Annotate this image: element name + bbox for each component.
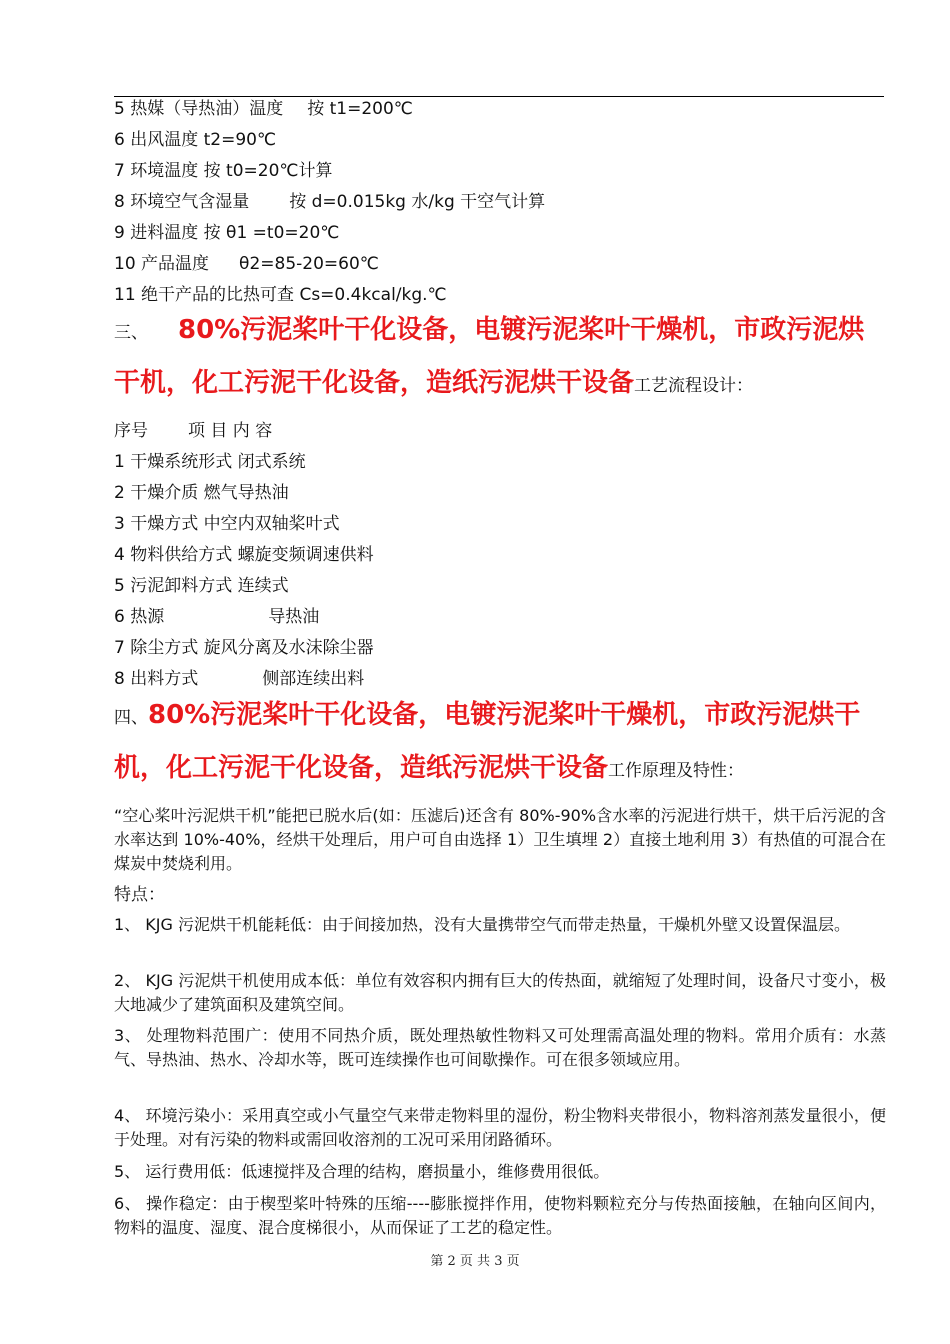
list-item: 6 热源 导热油 xyxy=(114,607,320,627)
list-item: 3 干燥方式 中空内双轴桨叶式 xyxy=(114,514,340,534)
param-line: 8 环境空气含湿量 按 d=0.015kg 水/kg 干空气计算 xyxy=(114,192,546,212)
feature-item: 2、 KJG 污泥烘干机使用成本低：单位有效容积内拥有巨大的传热面，就缩短了处理时间，设备尺寸变小，极大地减少了建筑面积及建筑空间。 xyxy=(114,971,886,1014)
list-item: 5 污泥卸料方式 连续式 xyxy=(114,576,289,596)
section-number: 四、 xyxy=(114,708,148,728)
section-tail: 工艺流程设计： xyxy=(634,376,754,396)
section-title: 80%污泥桨叶干化设备，电镀污泥桨叶干燥机，市政污泥烘干机，化工污泥干化设备，造纸污泥烘干设备 xyxy=(114,315,865,398)
param-line: 6 出风温度 t2=90℃ xyxy=(114,130,277,150)
intro-paragraph: “空心桨叶污泥烘干机”能把已脱水后(如：压滤后)还含有 80%-90%含水率的污泥进行烘干，烘干后污泥的含水率达到 10%-40%，经烘干处理后，用户可自由选择 1）卫生填埋 2）直接土地利用 3）有热值的可混合在煤炭中焚烧利用。 xyxy=(114,806,886,873)
section-tail: 工作原理及特性： xyxy=(608,761,745,781)
param-line: 9 进料温度 按 θ1 =t0=20℃ xyxy=(114,223,340,243)
list-item: 8 出料方式 侧部连续出料 xyxy=(114,669,365,689)
table-header: 序号 项 目 内 容 xyxy=(114,421,273,441)
feature-item: 3、 处理物料范围广：使用不同热介质，既处理热敏性物料又可处理需高温处理的物料。常用介质有：水蒸气、导热油、热水、冷却水等，既可连续操作也可间歇操作。可在很多领域应用。 xyxy=(114,1026,886,1069)
section-3-heading xyxy=(114,305,886,411)
feature-item: 4、 环境污染小：采用真空或小气量空气来带走物料里的湿份，粉尘物料夹带很小，物料溶剂蒸发量很小，便于处理。对有污染的物料或需回收溶剂的工况可采用闭路循环。 xyxy=(114,1106,886,1149)
section-number: 三、 xyxy=(114,323,148,343)
page-footer: 第 2 页 共 3 页 xyxy=(430,1254,520,1269)
param-line: 7 环境温度 按 t0=20℃计算 xyxy=(114,161,333,181)
param-line: 11 绝干产品的比热可查 Cs=0.4kcal/kg.℃ xyxy=(114,285,447,305)
features-label: 特点： xyxy=(114,885,165,905)
param-line: 5 热媒（导热油）温度 按 t1=200℃ xyxy=(114,99,413,119)
section-title: 80%污泥桨叶干化设备，电镀污泥桨叶干燥机，市政污泥烘干机，化工污泥干化设备，造纸污泥烘干设备 xyxy=(114,700,861,783)
section-4-heading xyxy=(114,690,886,796)
list-item: 7 除尘方式 旋风分离及水沫除尘器 xyxy=(114,638,374,658)
list-item: 1 干燥系统形式 闭式系统 xyxy=(114,452,306,472)
list-item: 4 物料供给方式 螺旋变频调速供料 xyxy=(114,545,374,565)
param-line: 10 产品温度 θ2=85-20=60℃ xyxy=(114,254,379,274)
header-rule xyxy=(114,96,884,97)
list-item: 2 干燥介质 燃气导热油 xyxy=(114,483,289,503)
feature-item: 1、 KJG 污泥烘干机能耗低：由于间接加热，没有大量携带空气而带走热量，干燥机外壁又设置保温层。 xyxy=(114,915,850,934)
feature-item: 6、 操作稳定：由于楔型桨叶特殊的压缩----膨胀搅拌作用，使物料颗粒充分与传热面接触，在轴向区间内，物料的温度、湿度、混合度梯很小，从而保证了工艺的稳定性。 xyxy=(114,1194,886,1237)
feature-item: 5、 运行费用低：低速搅拌及合理的结构，磨损量小，维修费用很低。 xyxy=(114,1162,610,1181)
